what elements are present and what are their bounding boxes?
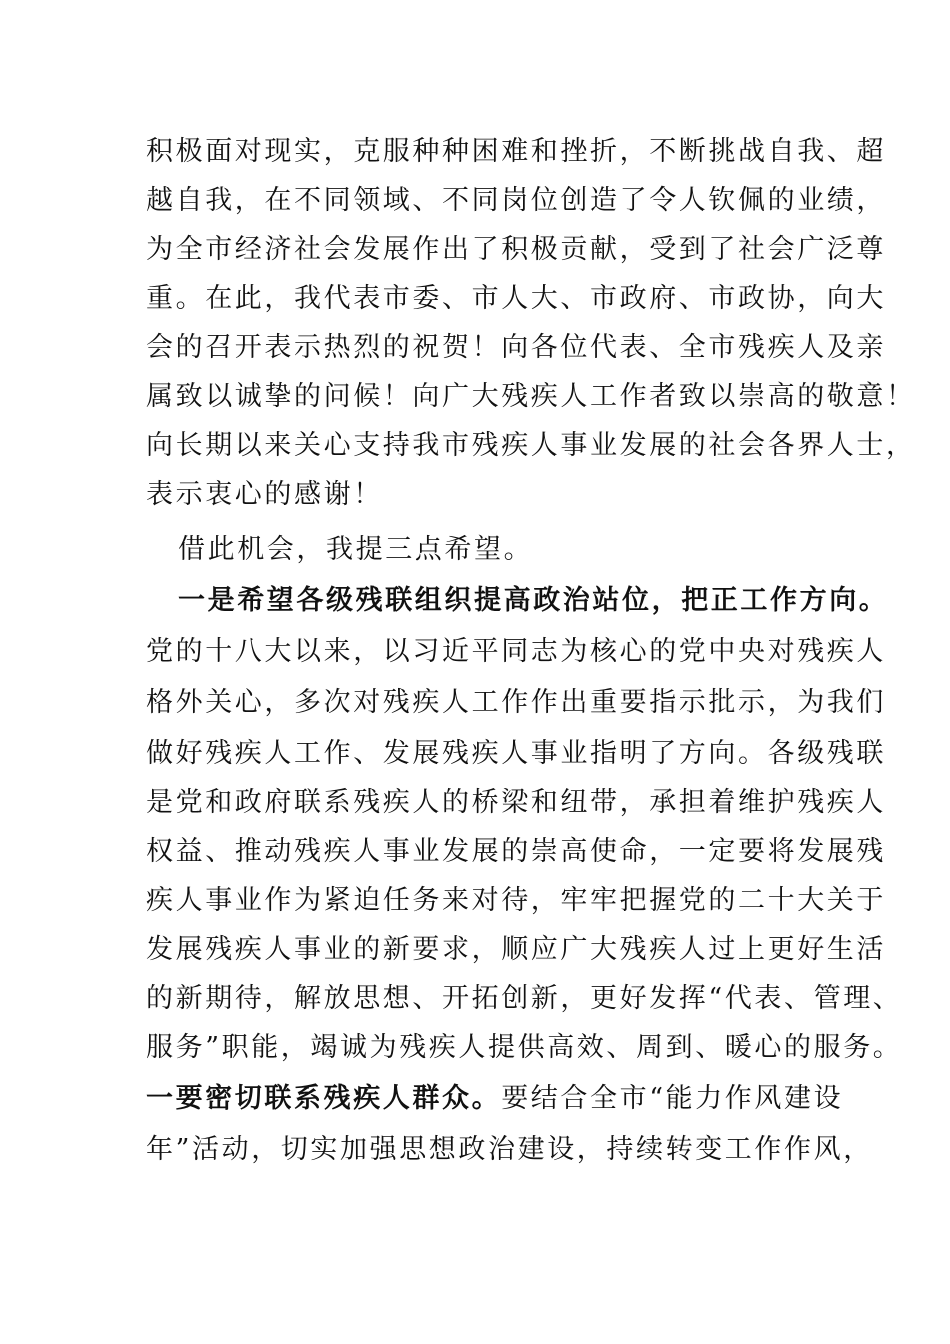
text-line: 年”活动，切实加强思想政治建设，持续转变工作作风，: [146, 1134, 873, 1165]
text-line: 发展残疾人事业的新要求，顺应广大残疾人过上更好生活: [146, 934, 886, 965]
paragraph-intro: 借此机会，我提三点希望。: [178, 534, 534, 565]
text-line: 积极面对现实，克服种种困难和挫折，不断挑战自我、超: [146, 136, 886, 167]
sub-point-text: 要结合全市“能力作风建设: [501, 1083, 844, 1114]
text-line: 权益、推动残疾人事业发展的崇高使命，一定要将发展残: [146, 836, 886, 867]
text-line: [146, 1083, 843, 1115]
text-line: 会的召开表示热烈的祝贺！向各位代表、全市残疾人及亲: [146, 332, 886, 363]
text-line: 的新期待，解放思想、开拓创新，更好发挥“代表、管理、: [146, 983, 903, 1014]
text-line: 为全市经济社会发展作出了积极贡献，受到了社会广泛尊: [146, 234, 886, 265]
section-heading-one: 一是希望各级残联组织提高政治站位，把正工作方向。: [178, 585, 889, 616]
text-line: 属致以诚挚的问候！向广大残疾人工作者致以崇高的敬意！: [146, 381, 916, 412]
text-line: 重。在此，我代表市委、市人大、市政府、市政协，向大: [146, 283, 886, 314]
text-line: 越自我，在不同领域、不同岗位创造了令人钦佩的业绩，: [146, 185, 886, 216]
text-line: 表示衷心的感谢！: [146, 479, 383, 510]
text-line: 党的十八大以来，以习近平同志为核心的党中央对残疾人: [146, 636, 886, 667]
text-line: 向长期以来关心支持我市残疾人事业发展的社会各界人士，: [146, 430, 916, 461]
text-line: 是党和政府联系残疾人的桥梁和纽带，承担着维护残疾人: [146, 787, 886, 818]
text-line: 做好残疾人工作、发展残疾人事业指明了方向。各级残联: [146, 738, 886, 769]
text-line: 疾人事业作为紧迫任务来对待，牢牢把握党的二十大关于: [146, 885, 886, 916]
text-line: 服务”职能，竭诚为残疾人提供高效、周到、暖心的服务。: [146, 1032, 903, 1063]
text-line: 格外关心，多次对残疾人工作作出重要指示批示，为我们: [146, 687, 886, 718]
sub-point-heading: 一要密切联系残疾人群众。: [146, 1083, 502, 1114]
